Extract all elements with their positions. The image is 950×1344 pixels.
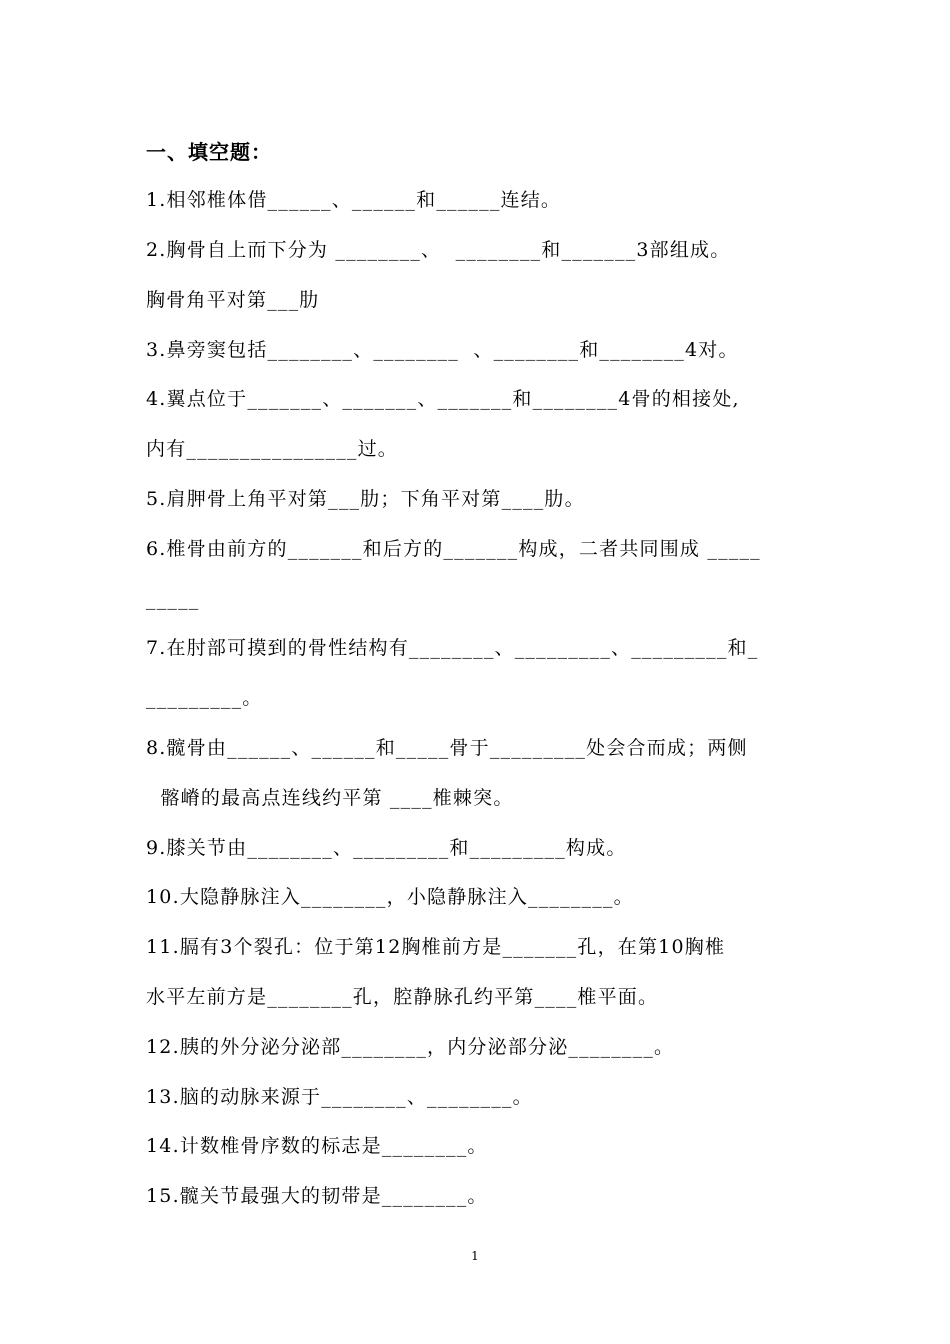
question-line: 3.鼻旁窦包括________、________ 、________和________4对。 (146, 339, 739, 361)
page-number: 1 (471, 1249, 479, 1263)
question-line: _____ (146, 588, 200, 610)
question-line: 2.胸骨自上而下分为 ________、 ________和_______3部组成。 (146, 239, 731, 261)
question-line: 水平左前方是________孔，腔静脉孔约平第____椎平面。 (146, 986, 659, 1008)
question-line: 11.膈有3个裂孔：位于第12胸椎前方是_______孔，在第10胸椎 (146, 936, 726, 958)
question-line: 内有________________过。 (146, 438, 399, 460)
question-line: 9.膝关节由________、_________和_________构成。 (146, 837, 627, 859)
question-line: 胸骨角平对第___肋 (146, 289, 320, 311)
section-heading: 一、填空题： (146, 140, 272, 164)
question-line: 6.椎骨由前方的_______和后方的_______构成，二者共同围成 _____ (146, 538, 761, 560)
question-line: 7.在肘部可摸到的骨性结构有________、_________、_________和_ (146, 637, 759, 659)
question-line: 髂嵴的最高点连线约平第 ____椎棘突。 (146, 787, 514, 809)
question-line: 5.肩胛骨上角平对第___肋；下角平对第____肋。 (146, 488, 585, 510)
question-line: 14.计数椎骨序数的标志是________。 (146, 1135, 488, 1157)
question-line: 15.髋关节最强大的韧带是________。 (146, 1185, 488, 1207)
question-line: 12.胰的外分泌分泌部________，内分泌部分泌________。 (146, 1036, 675, 1058)
question-line: 1.相邻椎体借______、______和______连结。 (146, 189, 562, 211)
question-line: 4.翼点位于_______、_______、_______和________4骨的相接处, (146, 388, 740, 410)
question-line: 8.髋骨由______、______和_____骨于_________处会合而成；两侧 (146, 737, 748, 759)
question-line: 10.大隐静脉注入________，小隐静脉注入________。 (146, 886, 634, 908)
question-line: _________。 (146, 687, 263, 709)
question-line: 13.脑的动脉来源于________、________。 (146, 1086, 533, 1108)
